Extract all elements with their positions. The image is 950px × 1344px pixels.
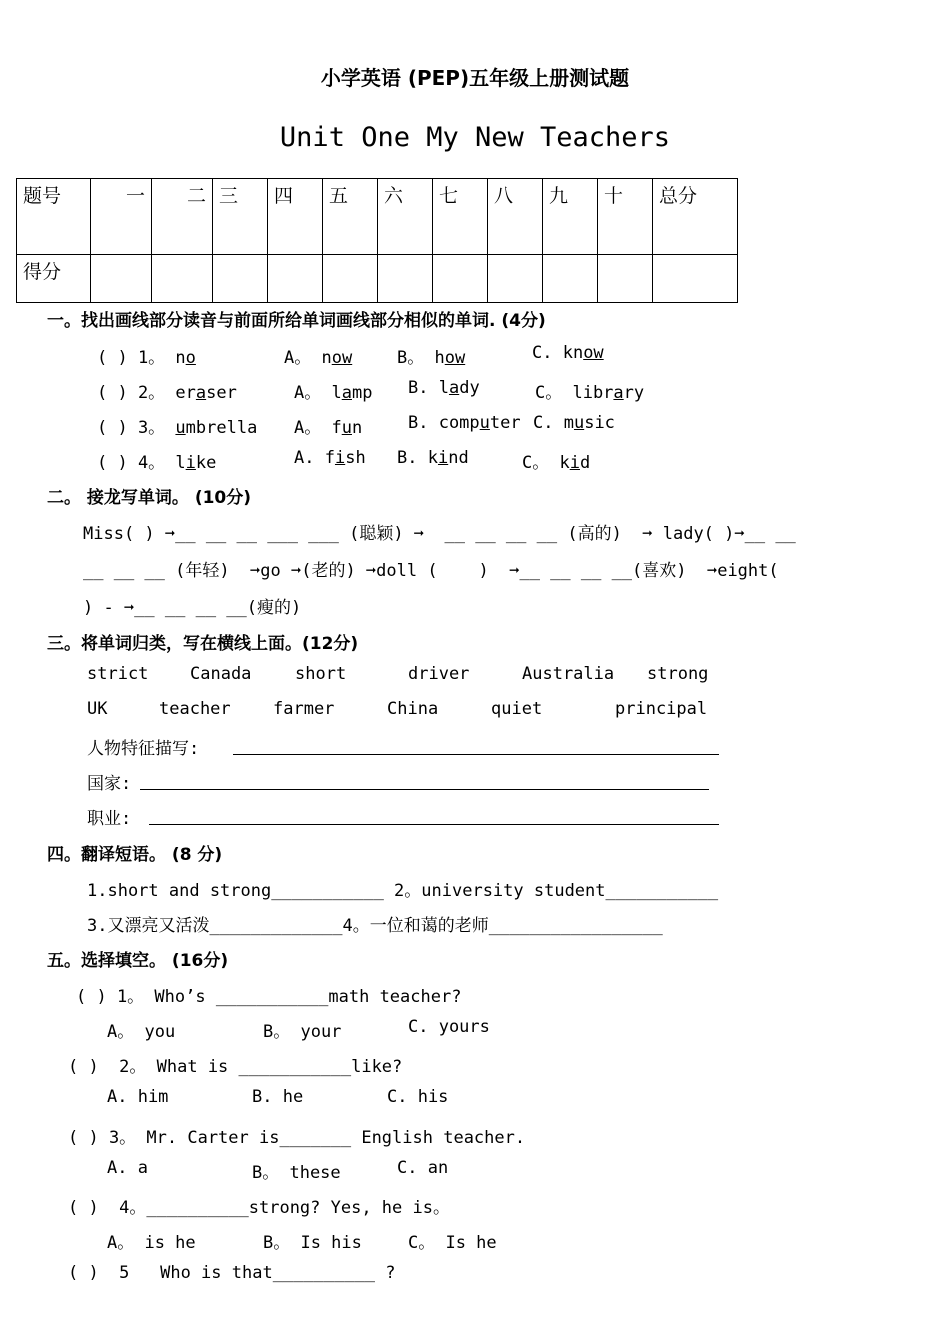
s2-line-2: __ __ __ (年轻) ➞go ➞(老的) ➞doll ( ) ➞__ __ __ __(喜欢) ➞eight( bbox=[83, 561, 779, 581]
score-cell[interactable] bbox=[378, 255, 433, 303]
s1-q2-option-c: C。 library bbox=[535, 383, 645, 403]
s5-q4-option-c: C。 Is he bbox=[408, 1233, 497, 1253]
page-title: 小学英语 (PEP)五年级上册测试题 bbox=[320, 66, 630, 90]
score-cell[interactable] bbox=[433, 255, 488, 303]
s5-q3-option-a: A. a bbox=[107, 1158, 148, 1178]
s4-line-1: 1.short and strong___________ 2。university student___________ bbox=[87, 881, 719, 901]
s1-q1-option-a: A。 now bbox=[284, 348, 353, 368]
s1-q3: ( ) 3。 umbrella bbox=[97, 418, 258, 438]
s5-q2: ( ) 2。 What is ___________like? bbox=[68, 1057, 403, 1077]
s5-q3-option-b: B。 these bbox=[252, 1163, 341, 1183]
s5-q1-option-b: B。 your bbox=[263, 1022, 342, 1042]
score-row-label: 得分 bbox=[17, 255, 91, 303]
score-cell[interactable] bbox=[598, 255, 653, 303]
s1-q3-option-b: B. computer bbox=[408, 413, 521, 433]
s1-q1: ( ) 1。 no bbox=[97, 348, 196, 368]
section-2-heading: 二。 接龙写单词。 (10分) bbox=[47, 488, 252, 508]
s5-q3: ( ) 3。 Mr. Carter is_______ English teacher. bbox=[68, 1128, 526, 1148]
word-canada: Canada bbox=[190, 664, 252, 684]
word-farmer: farmer bbox=[273, 699, 335, 719]
section-3-heading: 三。将单词归类，写在横线上面。(12分) bbox=[47, 634, 359, 654]
score-header-cell: 六 bbox=[378, 179, 433, 255]
score-header-cell: 七 bbox=[433, 179, 488, 255]
s5-q4-option-b: B。 Is his bbox=[263, 1233, 362, 1253]
word-australia: Australia bbox=[522, 664, 615, 684]
score-cell[interactable] bbox=[213, 255, 268, 303]
category-country-label: 国家: bbox=[87, 774, 132, 794]
word-uk: UK bbox=[87, 699, 108, 719]
s2-line-3: ) - ➞__ __ __ __(瘦的) bbox=[83, 598, 302, 618]
score-cell[interactable] bbox=[91, 255, 152, 303]
score-cell[interactable] bbox=[653, 255, 738, 303]
s2-line-1: Miss( ) ➞__ __ __ ___ ___ (聪颖) ➞ __ __ __ __ (高的) ➞ lady( )➞__ __ bbox=[83, 524, 796, 544]
score-header-cell: 三 bbox=[213, 179, 268, 255]
score-header-cell: 总分 bbox=[653, 179, 738, 255]
s1-q4-option-b: B. kind bbox=[397, 448, 469, 468]
score-header-cell: 五 bbox=[323, 179, 378, 255]
score-header-cell: 十 bbox=[598, 179, 653, 255]
s5-q1-option-a: A。 you bbox=[107, 1022, 176, 1042]
s5-q4-option-a: A。 is he bbox=[107, 1233, 196, 1253]
category-job-line[interactable] bbox=[149, 824, 719, 825]
score-header-cell: 四 bbox=[268, 179, 323, 255]
section-4-heading: 四。翻译短语。 (8 分) bbox=[47, 845, 223, 865]
score-header-cell: 九 bbox=[543, 179, 598, 255]
s5-q2-option-a: A. him bbox=[107, 1087, 169, 1107]
s1-q1-option-c: C. know bbox=[532, 343, 604, 363]
s5-q3-option-c: C. an bbox=[397, 1158, 449, 1178]
score-header-cell: 一 bbox=[91, 179, 152, 255]
score-header-cell: 八 bbox=[488, 179, 543, 255]
s1-q3-option-c: C. music bbox=[533, 413, 615, 433]
s5-q2-option-b: B. he bbox=[252, 1087, 304, 1107]
word-quiet: quiet bbox=[491, 699, 543, 719]
score-cell[interactable] bbox=[488, 255, 543, 303]
word-teacher: teacher bbox=[159, 699, 231, 719]
s1-q1-option-b: B。 how bbox=[397, 348, 466, 368]
score-header-cell: 二 bbox=[152, 179, 213, 255]
score-cell[interactable] bbox=[543, 255, 598, 303]
category-traits-line[interactable] bbox=[233, 754, 719, 755]
category-job-label: 职业: bbox=[87, 809, 132, 829]
category-country-line[interactable] bbox=[140, 789, 709, 790]
unit-title: Unit One My New Teachers bbox=[279, 122, 671, 153]
section-1-heading: 一。找出画线部分读音与前面所给单词画线部分相似的单词. (4分) bbox=[47, 311, 546, 331]
word-strong: strong bbox=[647, 664, 709, 684]
word-china: China bbox=[387, 699, 439, 719]
s5-q1-option-c: C. yours bbox=[408, 1017, 490, 1037]
score-cell[interactable] bbox=[268, 255, 323, 303]
category-traits-label: 人物特征描写: bbox=[87, 739, 200, 759]
s1-q4-option-a: A. fish bbox=[294, 448, 366, 468]
word-short: short bbox=[295, 664, 347, 684]
score-table bbox=[16, 178, 738, 303]
section-5-heading: 五。选择填空。 (16分) bbox=[47, 951, 229, 971]
word-driver: driver bbox=[408, 664, 470, 684]
s5-q1: ( ) 1。 Who’s ___________math teacher? bbox=[76, 987, 462, 1007]
score-header-cell: 题号 bbox=[17, 179, 91, 255]
s1-q3-option-a: A。 fun bbox=[294, 418, 363, 438]
s1-q4-option-c: C。 kid bbox=[522, 453, 591, 473]
score-cell[interactable] bbox=[323, 255, 378, 303]
s5-q2-option-c: C. his bbox=[387, 1087, 449, 1107]
word-principal: principal bbox=[615, 699, 708, 719]
s5-q5: ( ) 5 Who is that__________ ? bbox=[68, 1263, 396, 1283]
s1-q2-option-a: A。 lamp bbox=[294, 383, 373, 403]
s1-q2: ( ) 2。 eraser bbox=[97, 383, 237, 403]
s4-line-2: 3.又漂亮又活泼_____________4。一位和蔼的老师_________________ bbox=[87, 916, 663, 936]
score-cell[interactable] bbox=[152, 255, 213, 303]
s5-q4: ( ) 4。__________strong? Yes, he is。 bbox=[68, 1198, 450, 1218]
s1-q2-option-b: B. lady bbox=[408, 378, 480, 398]
s1-q4: ( ) 4。 like bbox=[97, 453, 217, 473]
word-strict: strict bbox=[87, 664, 149, 684]
